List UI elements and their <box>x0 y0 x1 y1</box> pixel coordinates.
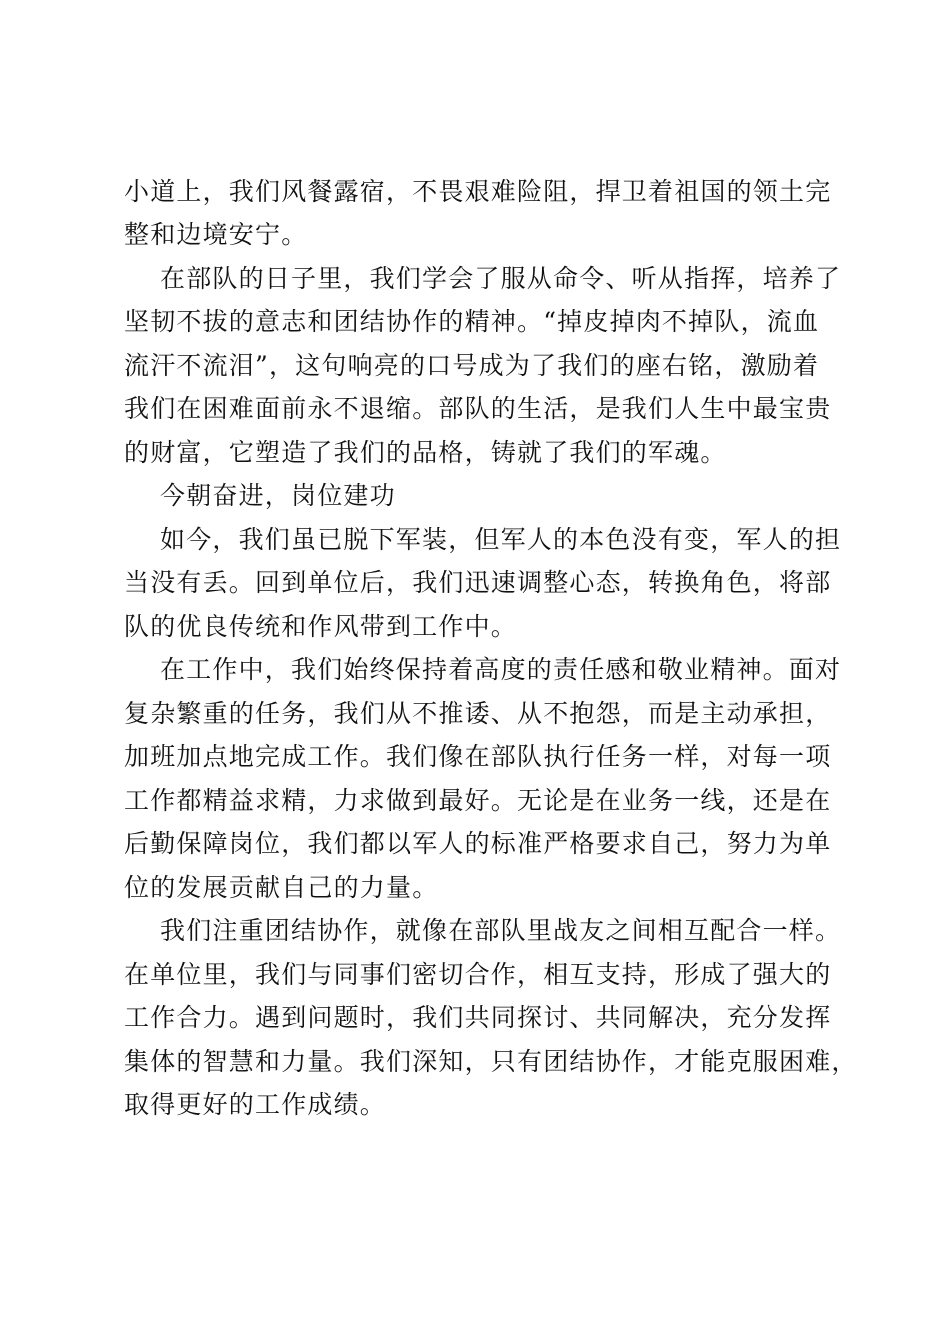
text-line: 坚韧不拔的意志和团结协作的精神。“掉皮掉肉不掉队，流血 <box>124 307 820 336</box>
text-line: 整和边境安宁。 <box>124 220 308 249</box>
text-line: 加班加点地完成工作。我们像在部队执行任务一样，对每一项 <box>124 742 832 771</box>
text-line: 我们在困难面前永不退缩。部队的生活，是我们人生中最宝贵 <box>124 394 832 423</box>
text-line: 集体的智慧和力量。我们深知，只有团结协作，才能克服困难， <box>124 1047 858 1076</box>
text-line: 复杂繁重的任务，我们从不推诿、从不抱怨，而是主动承担， <box>124 699 832 728</box>
text-line: 小道上，我们风餐露宿，不畏艰难险阻，捍卫着祖国的领土完 <box>124 177 832 206</box>
text-line: 的财富，它塑造了我们的品格，铸就了我们的军魂。 <box>124 438 727 467</box>
text-line: 工作都精益求精，力求做到最好。无论是在业务一线，还是在 <box>124 786 832 815</box>
text-line: 当没有丢。回到单位后，我们迅速调整心态，转换角色，将部 <box>124 568 832 597</box>
text-line: 工作合力。遇到问题时，我们共同探讨、共同解决，充分发挥 <box>124 1003 832 1032</box>
paragraph-start-line: 在工作中，我们始终保持着高度的责任感和敬业精神。面对 <box>160 655 842 684</box>
paragraph-start-line: 我们注重团结协作，就像在部队里战友之间相互配合一样。 <box>160 916 842 945</box>
paragraph-start-line: 在部队的日子里，我们学会了服从命令、听从指挥，培养了 <box>160 264 842 293</box>
text-line: 流汗不流泪”，这句响亮的口号成为了我们的座右铭，激励着 <box>124 351 820 380</box>
text-line: 在单位里，我们与同事们密切合作，相互支持，形成了强大的 <box>124 960 832 989</box>
text-line: 后勤保障岗位，我们都以军人的标准严格要求自己，努力为单 <box>124 829 832 858</box>
text-line: 位的发展贡献自己的力量。 <box>124 873 439 902</box>
section-heading: 今朝奋进，岗位建功 <box>160 481 396 510</box>
text-line: 取得更好的工作成绩。 <box>124 1090 387 1119</box>
paragraph-start-line: 如今，我们虽已脱下军装，但军人的本色没有变，军人的担 <box>160 525 842 554</box>
text-line: 队的优良传统和作风带到工作中。 <box>124 612 518 641</box>
